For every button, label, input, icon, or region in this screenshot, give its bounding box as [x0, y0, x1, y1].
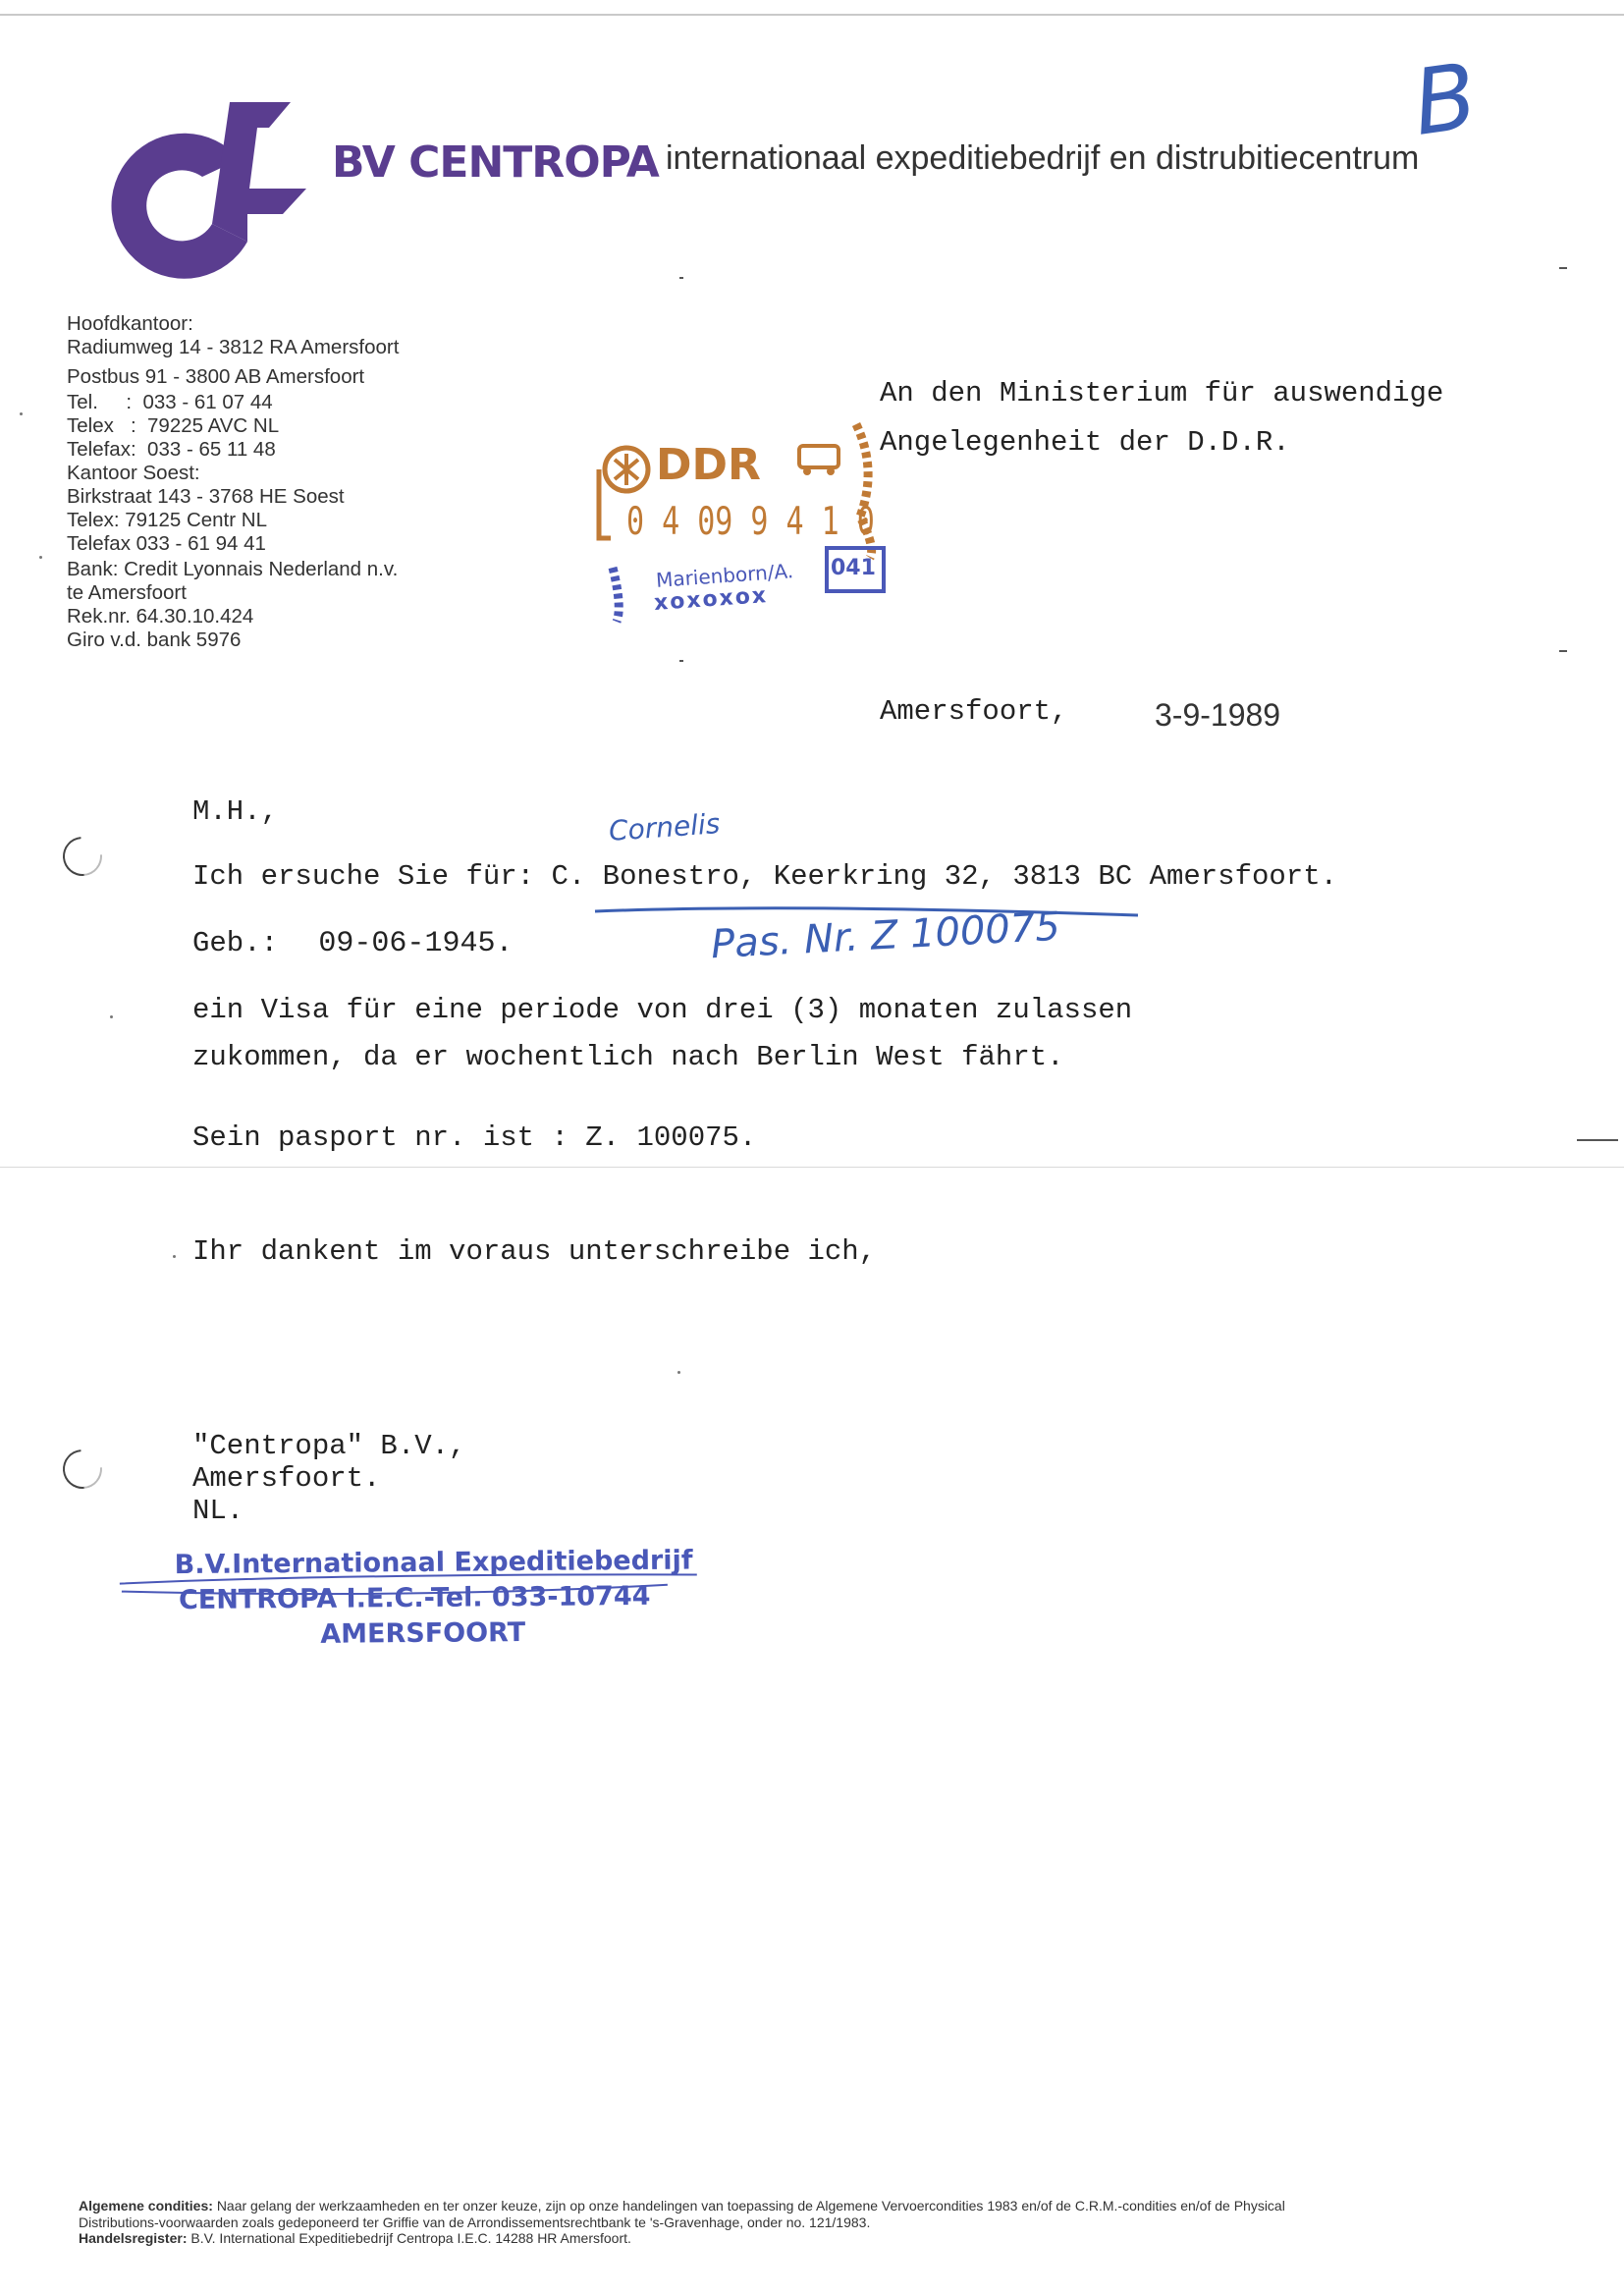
body-line: ein Visa für eine periode von drei (3) monaten zulassen	[192, 994, 1133, 1026]
address-line: Telefax: 033 - 65 11 48	[67, 438, 276, 461]
footer-register-label: Handelsregister:	[79, 2230, 188, 2246]
company-stamp-line: AMERSFOORT	[320, 1616, 526, 1650]
margin-mark	[679, 277, 683, 279]
body-line: zukommen, da er wochentlich nach Berlin West fährt.	[192, 1041, 1064, 1073]
handwritten-first-name: Cornelis	[607, 807, 722, 847]
address-line: Telex: 79125 Centr NL	[67, 509, 267, 531]
address-line: Radiumweg 14 - 3812 RA Amersfoort	[67, 336, 400, 358]
birth-line	[192, 927, 513, 960]
signature-line: "Centropa" B.V.,	[192, 1430, 466, 1462]
company-stamp-line: CENTROPA I.E.C.-Tel. 033-10744	[178, 1580, 651, 1616]
handwritten-mark: B	[1406, 43, 1484, 156]
request-label: Ich ersuche Sie für:	[192, 860, 535, 893]
address-line: Postbus 91 - 3800 AB Amersfoort	[67, 365, 365, 388]
scan-speck	[110, 1015, 113, 1018]
scan-speck	[173, 1255, 176, 1258]
punch-hole	[55, 829, 110, 884]
ddr-stamp-date: 0 4 09 9 4 1 0	[626, 499, 875, 545]
fold-line	[0, 1167, 1624, 1168]
ddr-stamp-country: DDR	[656, 440, 761, 490]
address-line: Tel. : 033 - 61 07 44	[67, 391, 273, 413]
ddr-stamp-number: 041	[831, 556, 876, 580]
address-line: te Amersfoort	[67, 581, 187, 604]
footer-conditions	[79, 2198, 1551, 2247]
letter-date: 3-9-1989	[1155, 697, 1281, 733]
birth-value: 09-06-1945.	[318, 927, 514, 960]
margin-mark	[1559, 267, 1567, 269]
recipient-address	[880, 369, 1443, 467]
salutation: M.H.,	[192, 795, 279, 828]
address-line: Kantoor Soest:	[67, 462, 200, 484]
address-line: Hoofdkantoor:	[67, 312, 193, 335]
closing-line: Ihr dankent im voraus unterschreibe ich,	[192, 1235, 877, 1268]
margin-mark	[679, 660, 683, 662]
footer-conditions-label: Algemene condities:	[79, 2198, 213, 2214]
footer-register-text: B.V. International Expeditiebedrijf Centropa I.E.C. 14288 HR Amersfoort.	[190, 2230, 631, 2246]
date-place: Amersfoort,	[880, 695, 1068, 728]
company-stamp	[118, 1543, 708, 1656]
passport-label: Sein pasport nr. ist :	[192, 1121, 568, 1154]
address-line: Telefax 033 - 61 94 41	[67, 532, 266, 555]
recipient-line: Angelegenheit der D.D.R.	[880, 426, 1290, 459]
centropa-logo	[65, 94, 310, 287]
margin-mark	[1559, 650, 1567, 652]
handwritten-passport-note: Pas. Nr. Z 100075	[710, 903, 1061, 968]
scan-speck	[677, 1371, 680, 1374]
company-brand: BV CENTROPA	[332, 137, 659, 188]
recipient-line: An den Ministerium für auswendige	[880, 377, 1444, 410]
request-value: C. Bonestro, Keerkring 32, 3813 BC Amersfoort.	[551, 860, 1337, 893]
signature-line: NL.	[192, 1495, 244, 1527]
punch-hole	[55, 1442, 110, 1497]
address-line: Giro v.d. bank 5976	[67, 629, 242, 651]
company-tagline: internationaal expeditiebedrijf en distrubitiecentrum	[666, 139, 1420, 177]
request-line	[192, 860, 1337, 893]
passport-value: Z. 100075.	[585, 1121, 757, 1154]
birth-label: Geb.:	[192, 927, 279, 959]
ddr-stamp-code: xoxoxox	[653, 582, 769, 617]
ddr-border-stamp	[593, 410, 888, 627]
address-line: Rek.nr. 64.30.10.424	[67, 605, 254, 628]
margin-mark	[1577, 1139, 1618, 1141]
signature-line: Amersfoort.	[192, 1462, 381, 1495]
company-stamp-line: B.V.Internationaal Expeditiebedrijf	[174, 1545, 693, 1581]
scan-speck	[39, 556, 42, 559]
scan-top-edge	[0, 14, 1624, 16]
address-line: Telex : 79225 AVC NL	[67, 414, 280, 437]
address-line: Bank: Credit Lyonnais Nederland n.v.	[67, 558, 399, 580]
scan-speck	[20, 412, 23, 415]
company-address-block	[67, 312, 399, 652]
footer-conditions-text: Naar gelang der werkzaamheden en ter onzer keuze, zijn op onze handelingen van toepassing de Algemene Vervoercondities 1983 en/of de C.R.M.-condities en/of de Physical	[216, 2198, 1285, 2214]
footer-conditions-text-2: Distributions-voorwaarden zoals gedeponeerd ter Griffie van de Arrondissementsrechtbank te 's-Gravenhage, onder no. 121/1983.	[79, 2214, 871, 2230]
ddr-stamp-place: Marienborn/A.	[655, 559, 794, 592]
address-line: Birkstraat 143 - 3768 HE Soest	[67, 485, 345, 508]
signature-block	[192, 1430, 465, 1527]
date-line	[880, 695, 1281, 733]
passport-line	[192, 1121, 756, 1154]
stamp-strike-lines	[118, 1557, 707, 1611]
